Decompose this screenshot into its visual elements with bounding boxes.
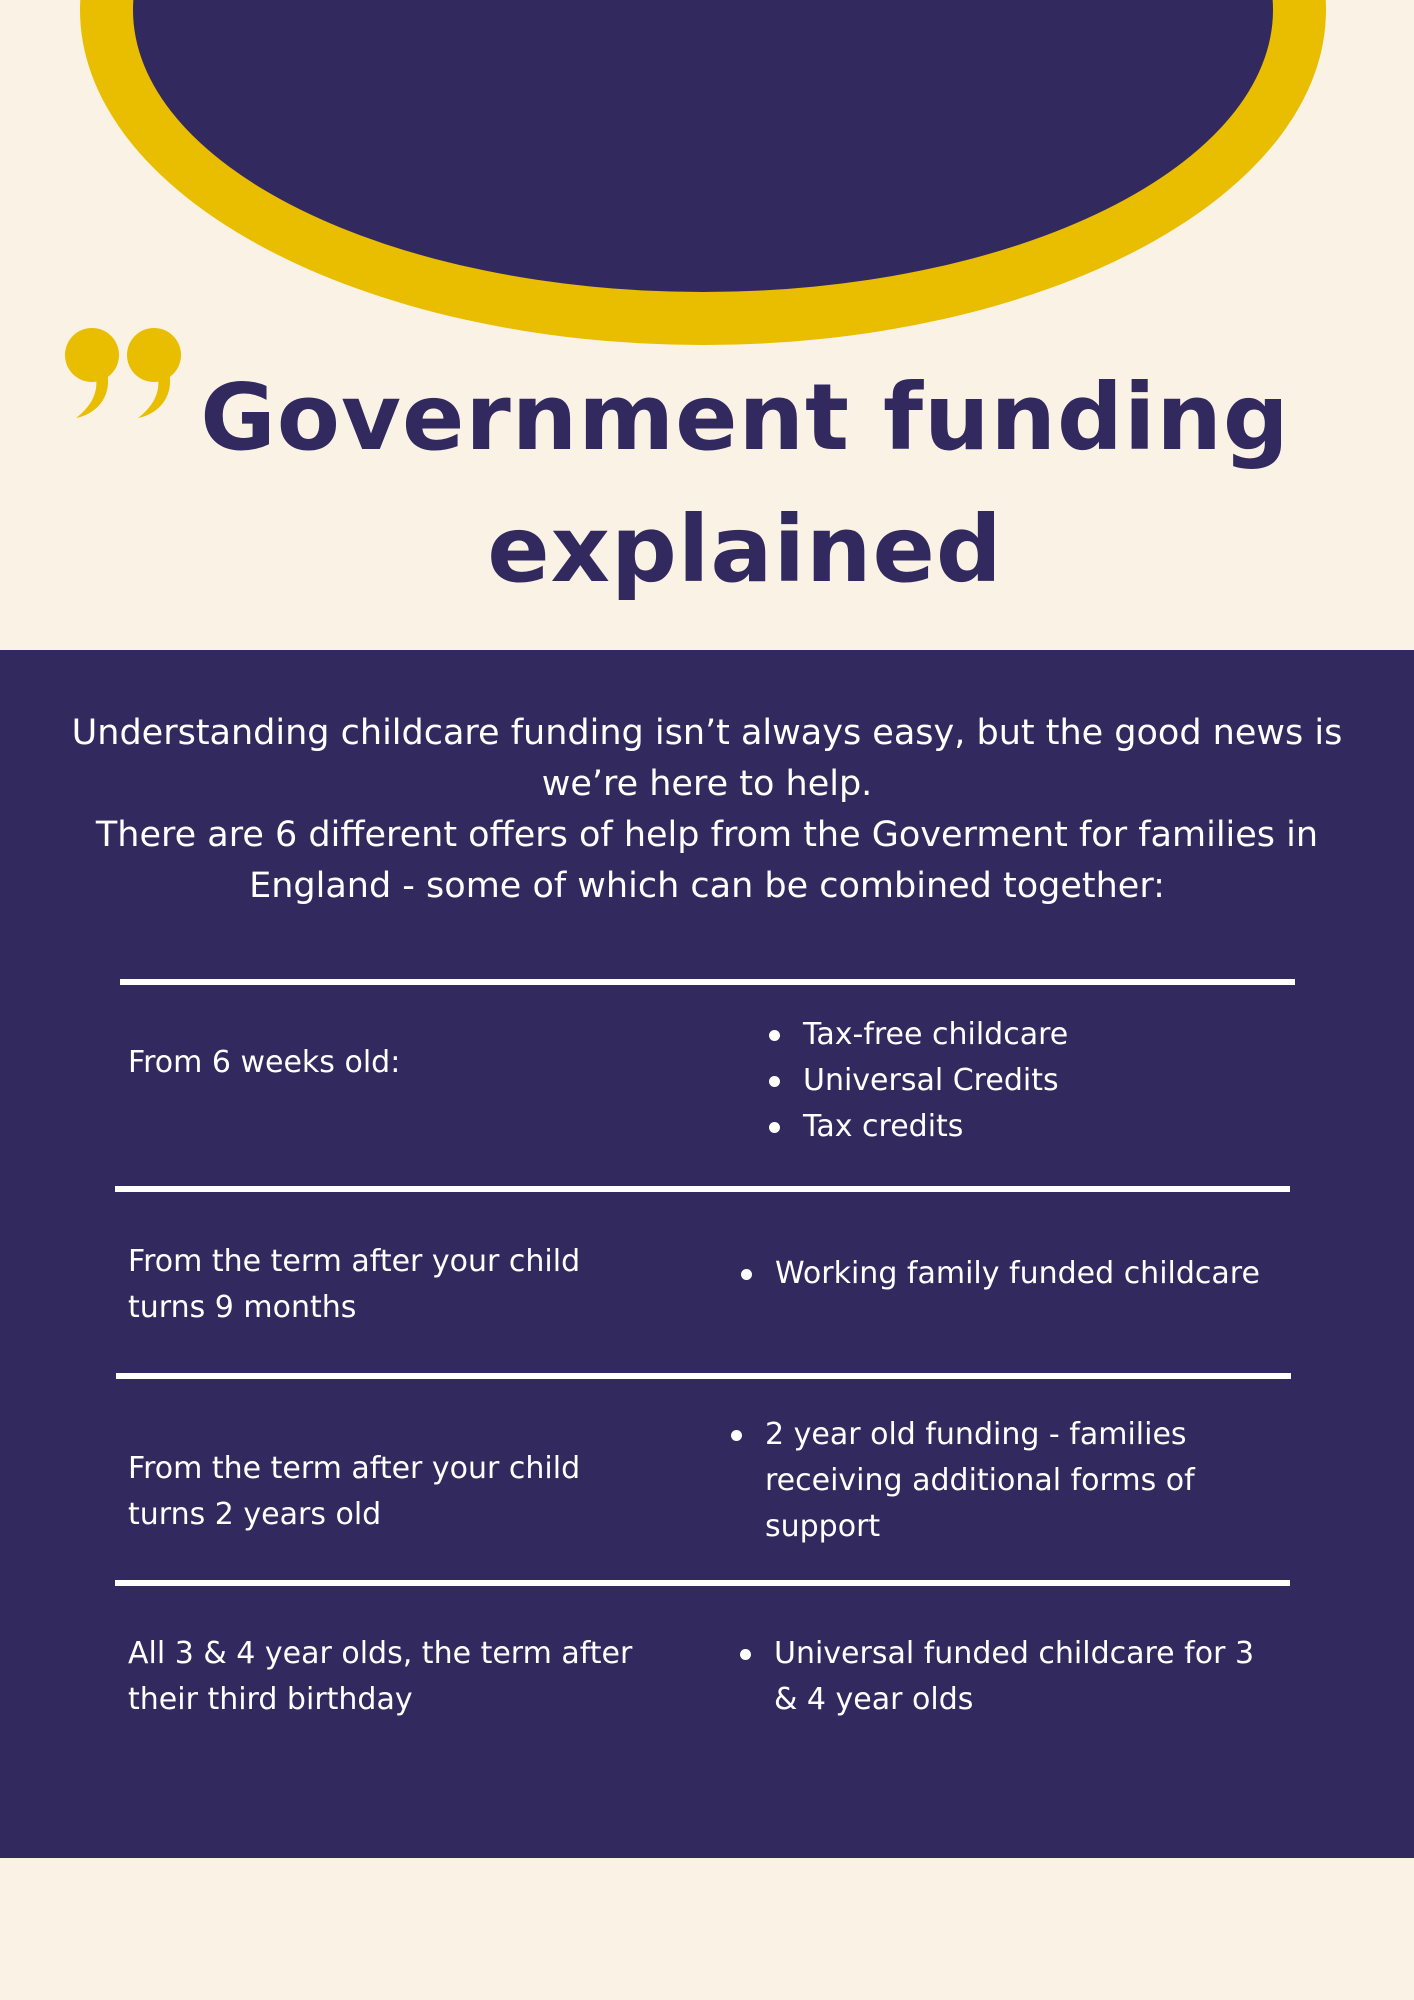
offer-item: Universal Credits — [765, 1058, 1285, 1104]
divider — [116, 1373, 1291, 1379]
intro-text — [60, 708, 1354, 912]
offer-list-2-years — [727, 1412, 1267, 1550]
page-title: Government funding explained — [200, 364, 1290, 603]
offer-item: Universal funded childcare for 3 & 4 year olds — [736, 1631, 1276, 1723]
row-label-9-months: From the term after your child turns 9 months — [128, 1244, 581, 1325]
offer-item: 2 year old funding - families receiving additional forms of support — [727, 1412, 1267, 1550]
offer-item: Working family funded childcare — [737, 1251, 1317, 1297]
divider — [115, 1580, 1290, 1586]
row-label-3-4-years: All 3 & 4 year olds, the term after their third birthday — [128, 1636, 633, 1717]
intro-line-2: There are 6 different offers of help from the Goverment for families in England - some of which can be combined together: — [95, 815, 1319, 906]
row-label-2-years: From the term after your child turns 2 years old — [128, 1451, 581, 1532]
divider — [120, 979, 1295, 985]
info-panel — [0, 650, 1414, 1858]
intro-line-1: Understanding childcare funding isn’t always easy, but the good news is we’re here to help. — [71, 713, 1343, 804]
offer-list-9-months — [737, 1251, 1317, 1297]
offer-list-6-weeks — [765, 1012, 1285, 1150]
quote-icon — [62, 322, 192, 432]
offer-list-3-4-years — [736, 1631, 1276, 1723]
offer-item: Tax credits — [765, 1104, 1285, 1150]
divider — [115, 1186, 1290, 1192]
decorative-semicircle — [80, 0, 1326, 345]
offer-item: Tax-free childcare — [765, 1012, 1285, 1058]
row-label-6-weeks: From 6 weeks old: — [128, 1045, 401, 1080]
